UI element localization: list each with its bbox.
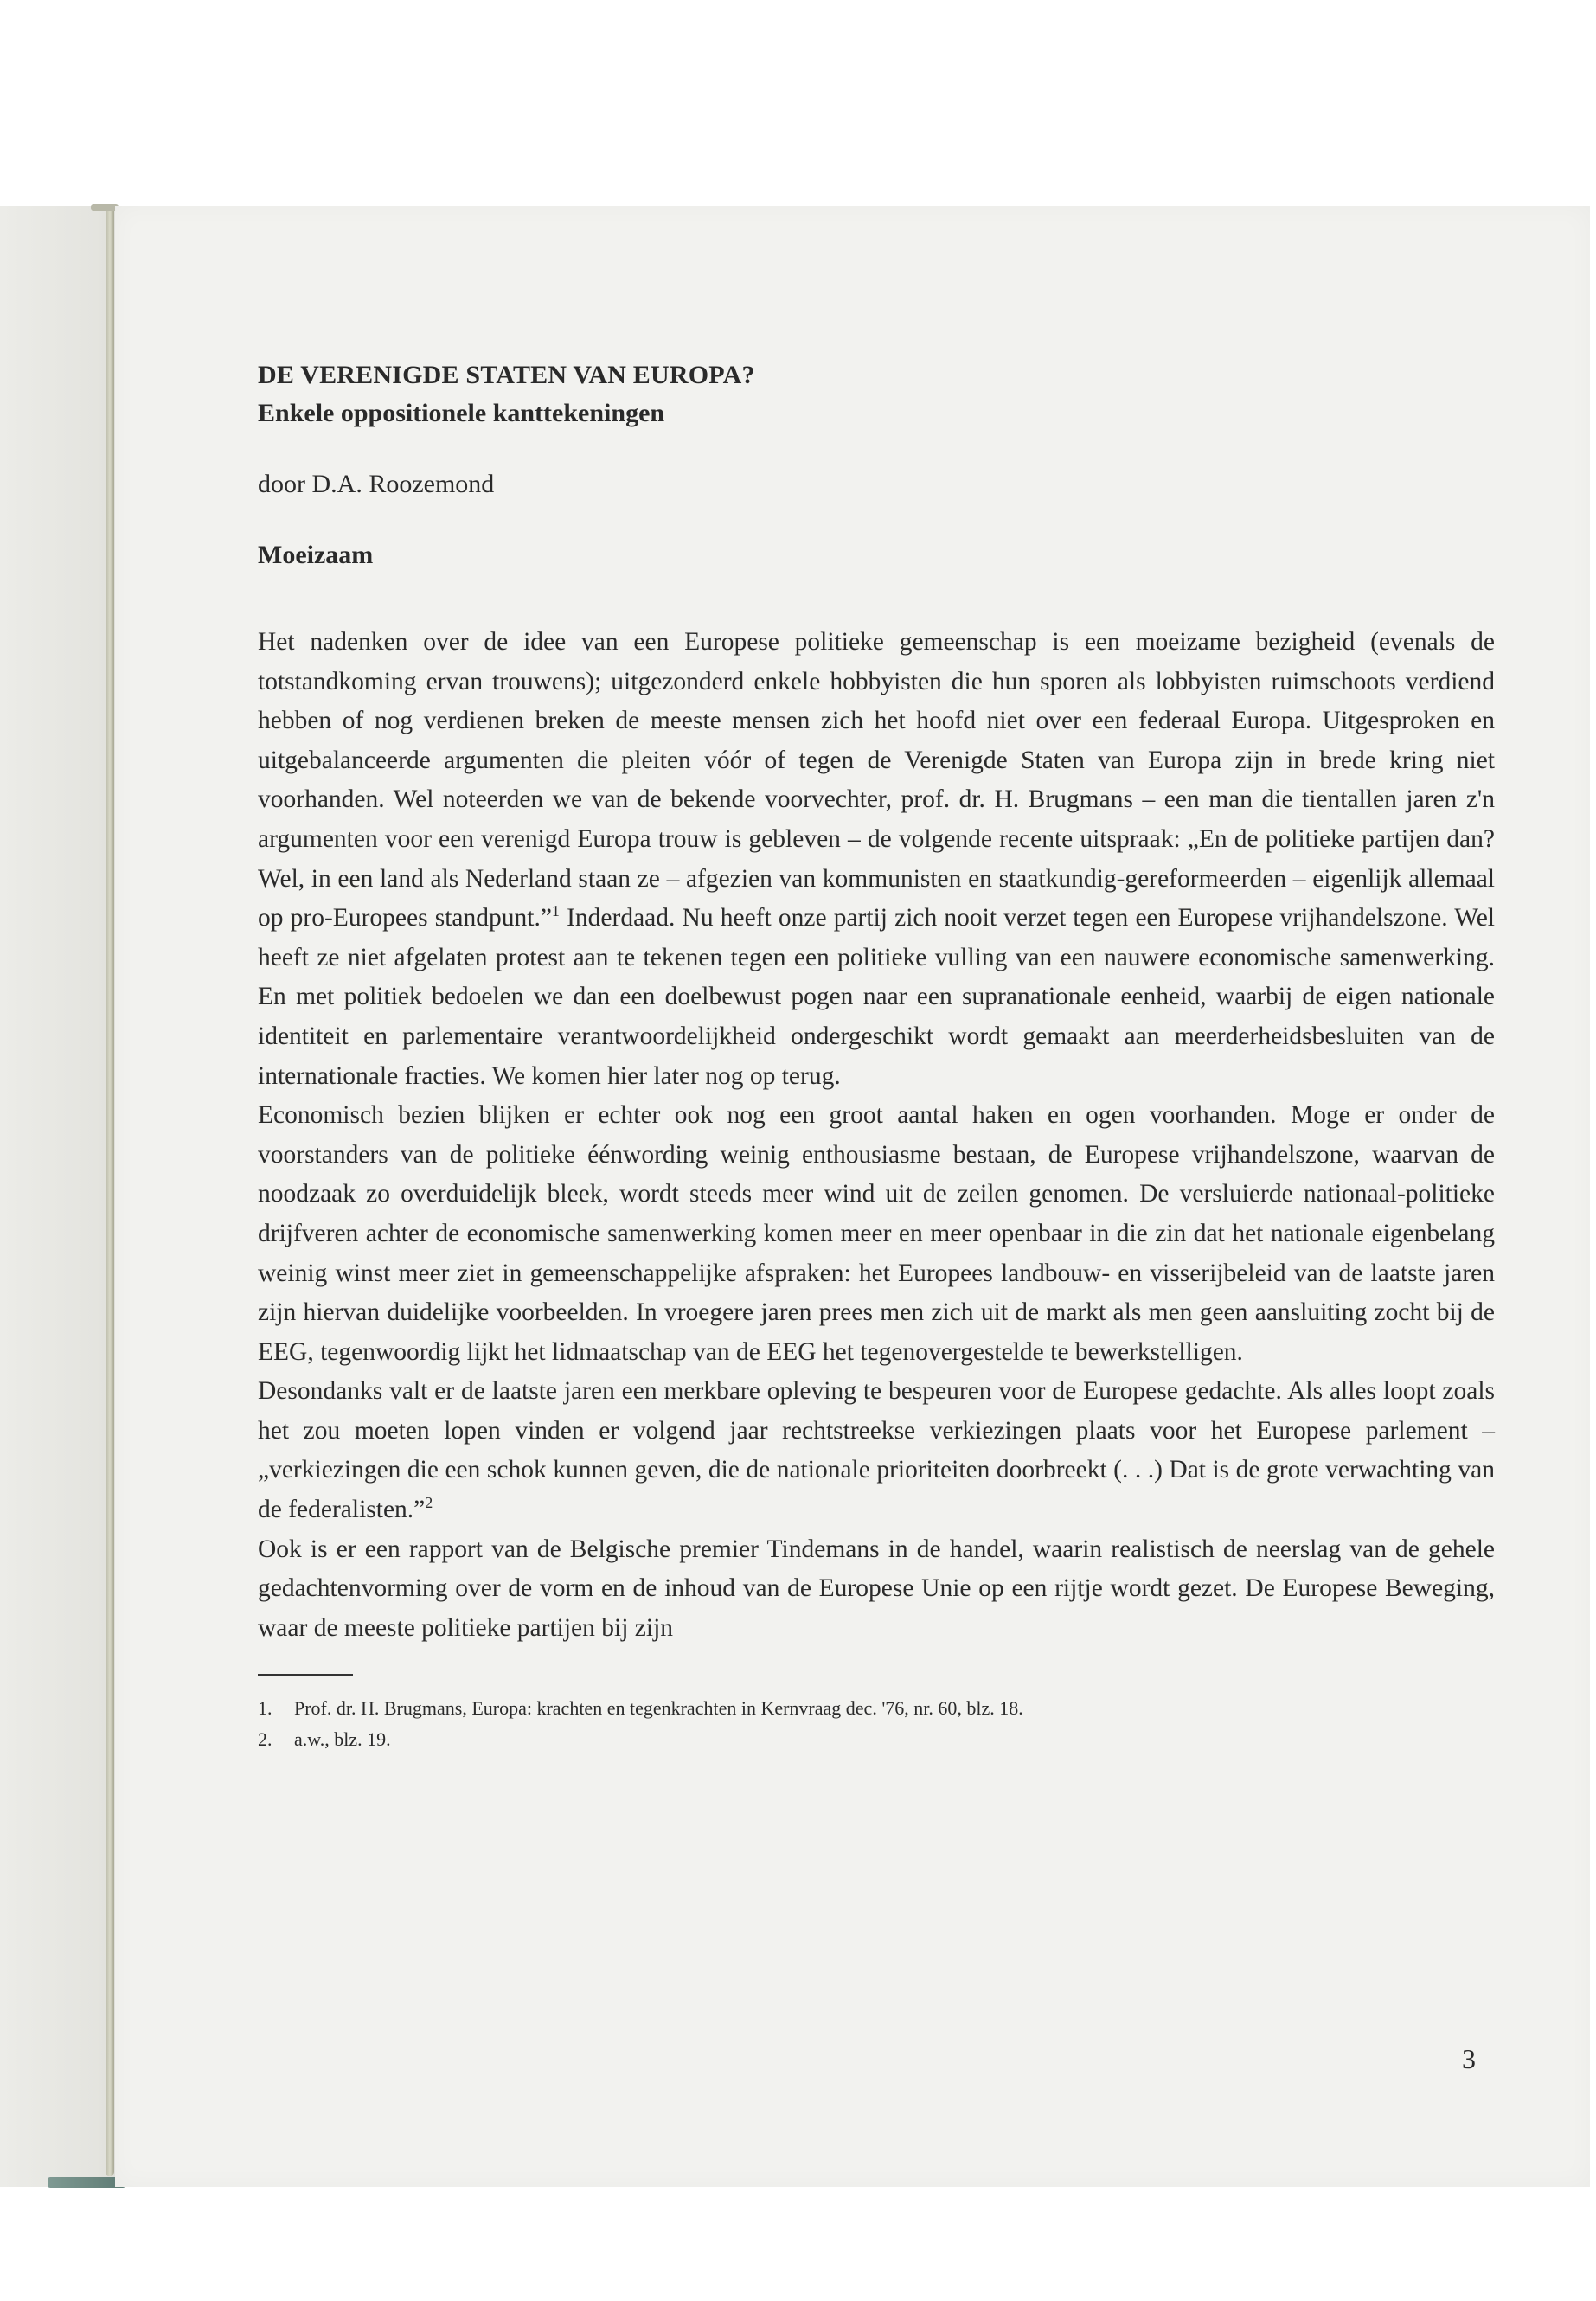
paragraph-1-text-before: Het nadenken over de idee van een Europese politieke gemeenschap is een moeizame bezigheid (evenals de totstandkoming ervan trouwens); uitgezonderd enkele hobbyisten die hun sporen als lobbyisten ruimschoots verdiend hebben of nog verdienen breken de meeste mensen zich het hoofd niet over een federaal Europa. Uitgesproken en uitgebalanceerde argumenten die pleiten vóór of tegen de Verenigde Staten van Europa zijn in brede kring niet voorhanden. Wel noteerden we van de bekende voorvechter, prof. dr. H. Brugmans – een man die tientallen jaren z'n argumenten voor een verenigd Europa trouw is gebleven – de volgende recente uitspraak: „En de politieke partijen dan? Wel, in een land als Nederland staan ze – afgezien van kommunisten en staatkundig-gereformeerden – eigenlijk allemaal op pro-Europees standpunt.” — [258, 628, 1495, 933]
article-title: DE VERENIGDE STATEN VAN EUROPA? — [258, 361, 755, 389]
article-body — [258, 623, 1495, 1648]
paragraph-1 — [258, 623, 1495, 1096]
footnote-2 — [258, 1724, 1495, 1755]
footnotes — [258, 1693, 1495, 1755]
footnote-1 — [258, 1693, 1495, 1724]
section-heading: Moeizaam — [258, 541, 374, 569]
footnote-divider — [258, 1674, 353, 1676]
footnote-ref-1: 1 — [551, 902, 560, 920]
footnote-2-text: a.w., blz. 19. — [294, 1728, 391, 1751]
article-subtitle: Enkele oppositionele kanttekeningen — [258, 399, 665, 427]
paragraph-3-text: Desondanks valt er de laatste jaren een merkbare opleving te bespeuren voor de Europese gedachte. Als alles loopt zoals het zou moeten lopen vinden er volgend jaar rechtstreekse verkiezingen plaats voor het Europese parlement – „verkiezingen die een schok kunnen geven, die de nationale prioriteiten doorbreekt (. . .) Dat is de grote verwachting van de federalisten.” — [258, 1377, 1495, 1524]
page-number: 3 — [1462, 2043, 1476, 2074]
paragraph-2: Economisch bezien blijken er echter ook nog een groot aantal haken en ogen voorhanden. Moge er onder de voorstanders van de politieke éénwording weinig enthousiasme bestaan, de Europese vrijhandelszone, waarvan de noodzaak zo overduidelijk bleek, wordt steeds meer wind uit de zeilen genomen. De versluierde nationaal-politieke drijfveren achter de economische samenwerking komen meer en meer openbaar in die zin dat het nationale eigenbelang weinig winst meer ziet in gemeenschappelijke afspraken: het Europees landbouw- en visserijbeleid van de laatste jaren zijn hiervan duidelijke voorbeelden. In vroegere jaren prees men zich uit de markt als men geen aansluiting zocht bij de EEG, tegenwoordig lijkt het lidmaatschap van de EEG het tegenovergestelde te bewerkstelligen. — [258, 1101, 1495, 1366]
paragraph-4: Ook is er een rapport van de Belgische premier Tindemans in de handel, waarin realistisch de neerslag van de gehele gedachtenvorming over de vorm en de inhoud van de Europese Unie op een rijtje wordt gezet. De Europese Beweging, waar de meeste politieke partijen bij zijn — [258, 1535, 1495, 1642]
footnote-2-number: 2. — [258, 1728, 272, 1751]
article-content — [258, 356, 1495, 1755]
footnote-1-text: Prof. dr. H. Brugmans, Europa: krachten en tegenkrachten in Kernvraag dec. '76, nr. 60, blz. 18. — [294, 1697, 1023, 1720]
spine-tip-bottom — [48, 2177, 125, 2188]
spine-thread — [106, 208, 114, 2176]
paragraph-3 — [258, 1372, 1495, 1529]
footnote-ref-2: 2 — [425, 1494, 433, 1512]
paragraph-1-text-after: Inderdaad. Nu heeft onze partij zich nooit verzet tegen een Europese vrijhandelszone. Wel heeft ze niet afgelaten protest aan te tekenen tegen een politieke vulling van een nauwere economische samenwerking. En met politiek bedoelen we dan een doelbewust pogen naar een supranationale eenheid, waarbij de eigen nationale identiteit en parlementaire verantwoordelijkheid ondergeschikt wordt gemaakt aan meerderheidsbesluiten van de internationale fracties. We komen hier later nog op terug. — [258, 904, 1496, 1090]
article-author: door D.A. Roozemond — [258, 470, 495, 498]
footnote-1-number: 1. — [258, 1697, 272, 1720]
